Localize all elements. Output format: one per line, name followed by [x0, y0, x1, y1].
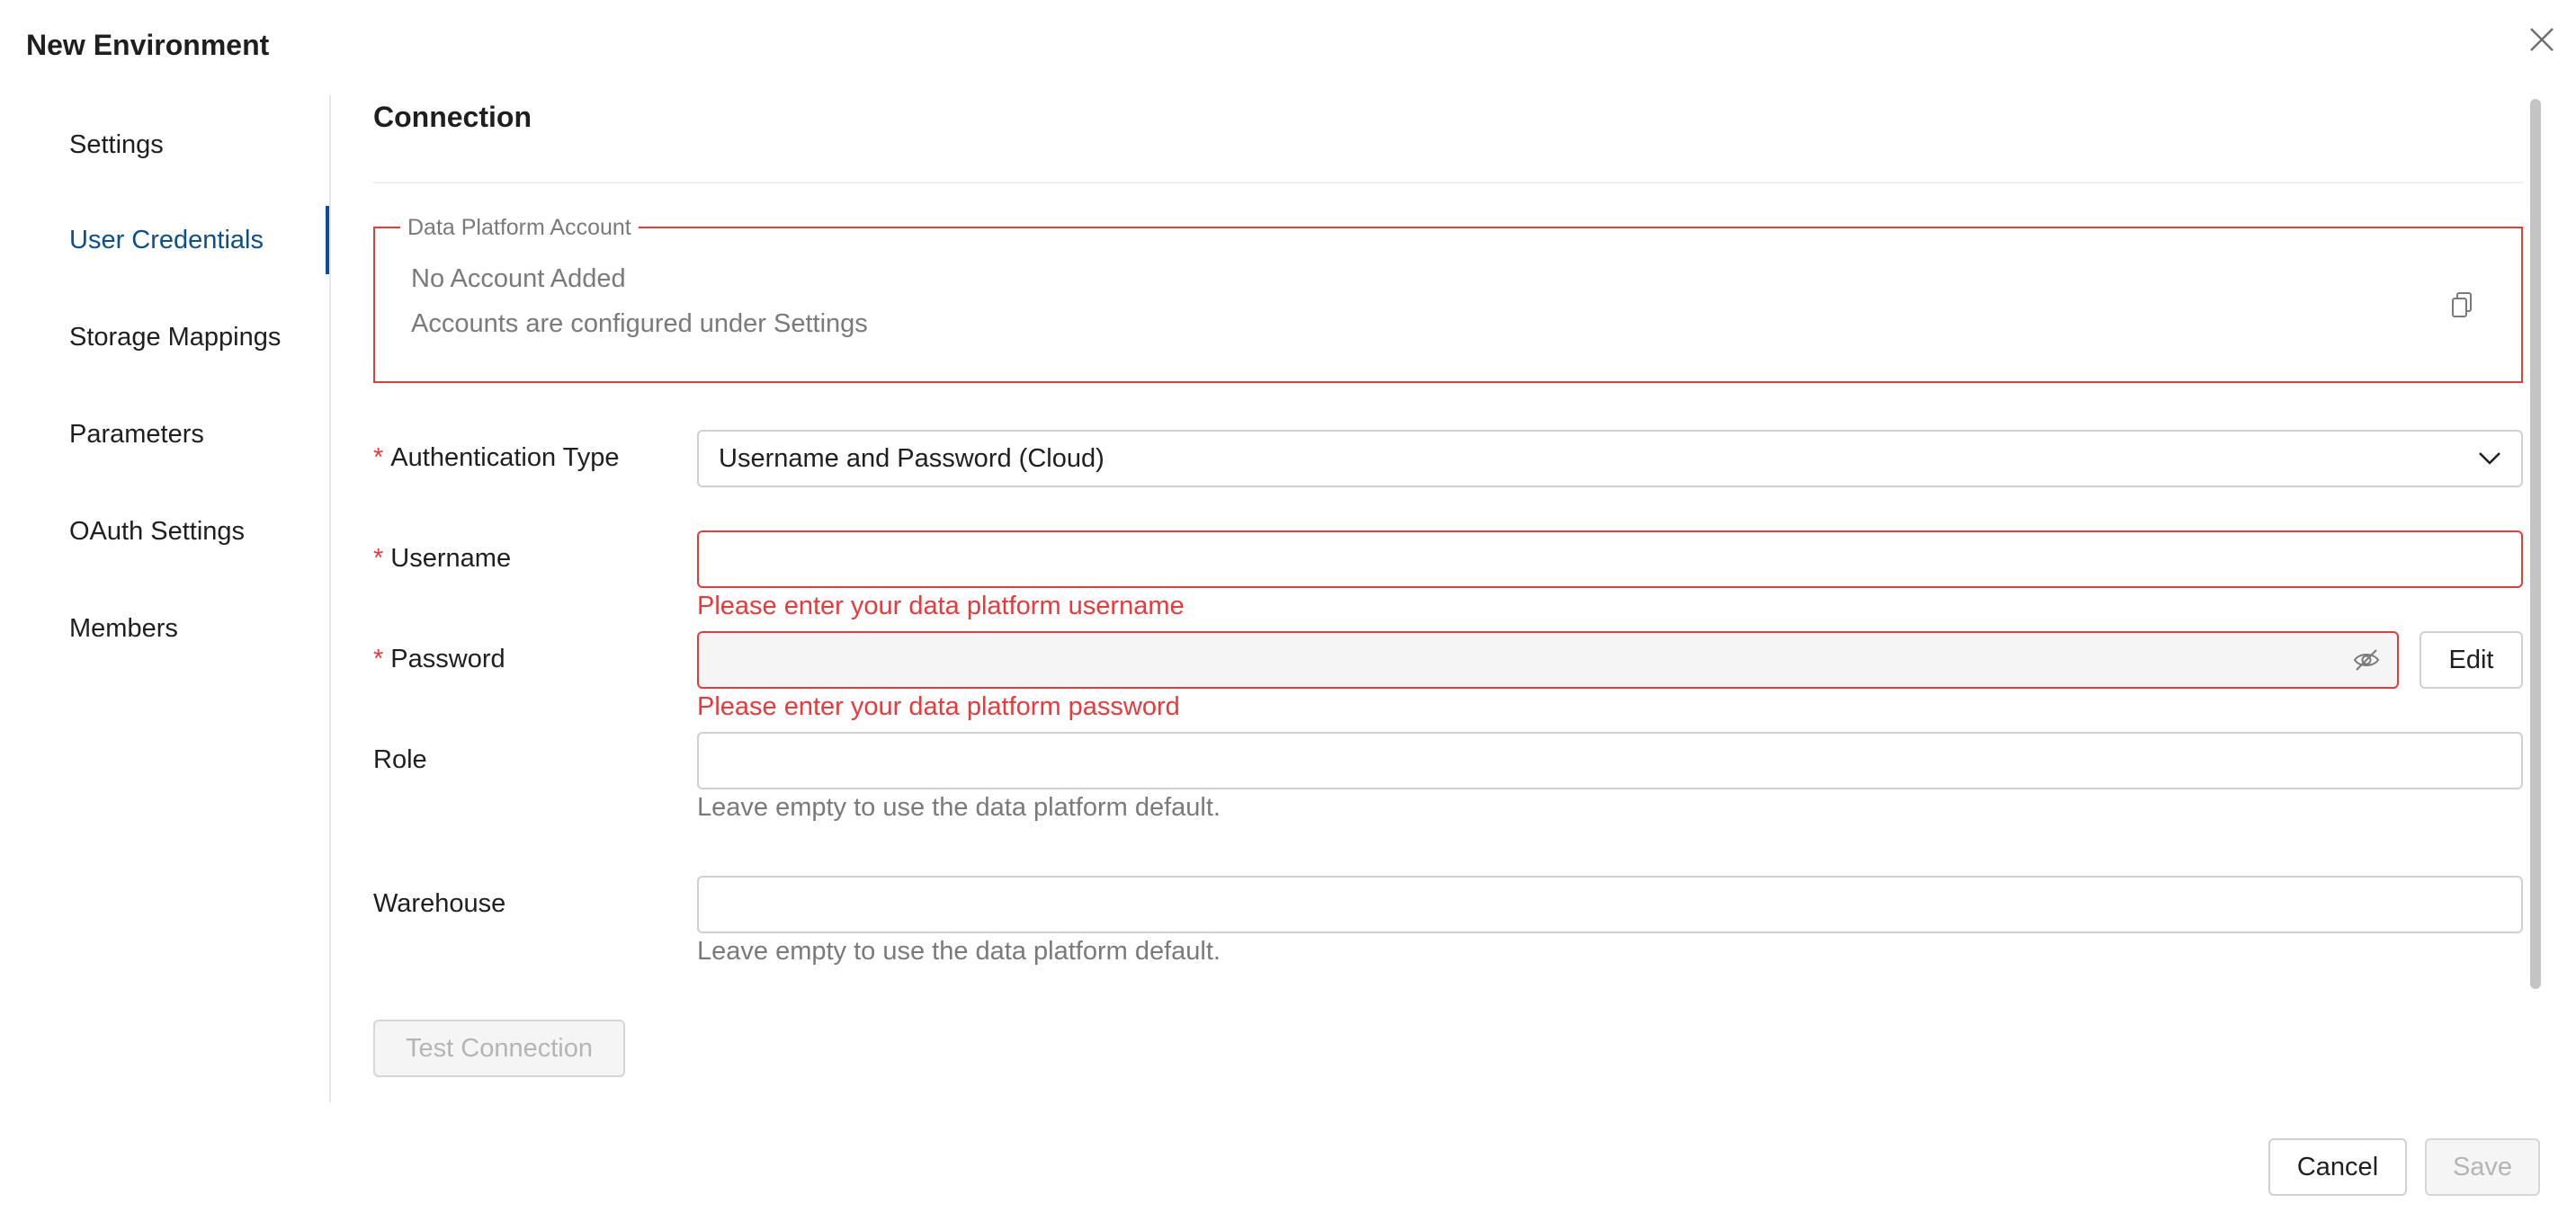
copy-icon[interactable]	[2449, 291, 2474, 320]
sidebar-item-parameters[interactable]	[0, 400, 329, 468]
edit-label: Edit	[2448, 645, 2494, 674]
sidebar-item-storage-mappings[interactable]	[0, 303, 329, 371]
password-label	[373, 643, 505, 675]
sidebar-item-label: Settings	[69, 129, 164, 159]
password-input[interactable]	[697, 631, 2399, 689]
sidebar-nav	[0, 95, 331, 1102]
auth-type-value: Username and Password (Cloud)	[719, 443, 1105, 473]
warehouse-help-text: Leave empty to use the data platform default.	[697, 937, 1221, 966]
sidebar-item-settings[interactable]	[0, 111, 329, 179]
required-marker: *	[373, 645, 384, 673]
auth-type-label-text: Authentication Type	[390, 443, 620, 472]
auth-type-select[interactable]	[697, 430, 2523, 487]
data-platform-account-box	[373, 215, 2523, 383]
role-input[interactable]	[697, 732, 2523, 789]
account-empty-title: No Account Added	[411, 264, 626, 293]
password-label-text: Password	[390, 645, 505, 673]
role-help-text: Leave empty to use the data platform default.	[697, 793, 1221, 822]
required-marker: *	[373, 544, 384, 573]
required-marker: *	[373, 443, 384, 472]
section-title: Connection	[373, 101, 532, 133]
warehouse-label: Warehouse	[373, 889, 506, 918]
section-divider	[373, 182, 2523, 183]
sidebar-item-label: OAuth Settings	[69, 516, 246, 546]
cancel-button[interactable]	[2268, 1138, 2407, 1196]
sidebar-item-label: Members	[69, 613, 178, 643]
username-input[interactable]	[697, 530, 2523, 588]
sidebar-item-members[interactable]	[0, 594, 329, 663]
cancel-label: Cancel	[2296, 1152, 2379, 1181]
sidebar-item-label: User Credentials	[69, 225, 264, 254]
username-label-text: Username	[390, 544, 512, 573]
scrollbar-thumb[interactable]	[2530, 99, 2541, 989]
eye-off-icon[interactable]	[2352, 647, 2381, 673]
close-button[interactable]	[2524, 22, 2560, 58]
content-scrollbar[interactable]	[2526, 95, 2545, 1102]
test-connection-label: Test Connection	[406, 1033, 593, 1063]
sidebar-item-label: Storage Mappings	[69, 322, 282, 352]
account-empty-hint: Accounts are configured under Settings	[411, 309, 868, 338]
save-label: Save	[2452, 1152, 2513, 1181]
dialog-title: New Environment	[26, 29, 270, 61]
account-legend: Data Platform Account	[400, 214, 639, 241]
role-label: Role	[373, 745, 427, 774]
save-button[interactable]	[2425, 1138, 2540, 1196]
close-icon	[2529, 27, 2554, 52]
test-connection-button[interactable]	[373, 1020, 625, 1077]
password-error: Please enter your data platform password	[697, 692, 1180, 721]
chevron-down-icon	[2478, 451, 2501, 466]
password-edit-button[interactable]	[2419, 631, 2523, 689]
sidebar-item-label: Parameters	[69, 419, 204, 449]
username-error: Please enter your data platform username	[697, 592, 1185, 620]
auth-type-label	[373, 441, 620, 474]
warehouse-input[interactable]	[697, 876, 2523, 933]
sidebar-item-user-credentials[interactable]	[0, 206, 329, 274]
sidebar-item-oauth-settings[interactable]	[0, 497, 329, 566]
username-label	[373, 542, 511, 575]
